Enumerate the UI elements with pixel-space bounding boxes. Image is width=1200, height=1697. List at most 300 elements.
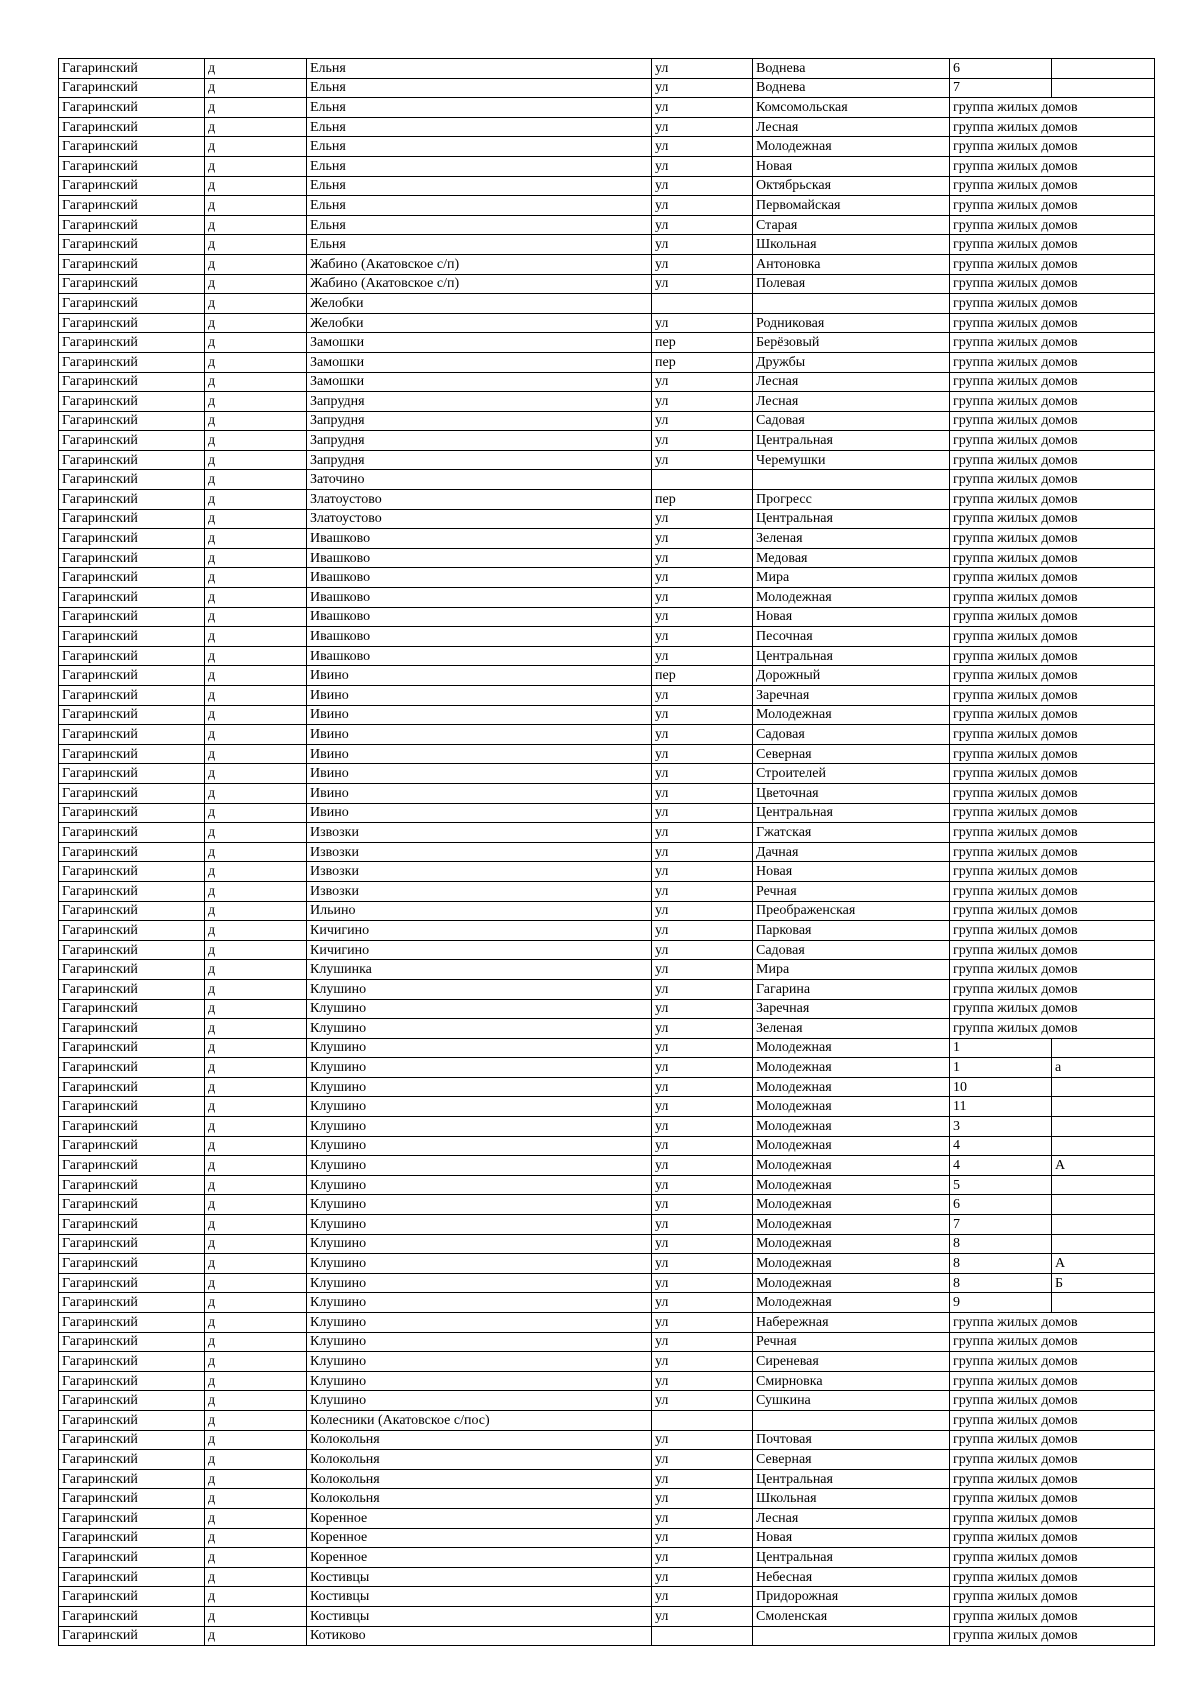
settlement-type-cell: д: [205, 431, 307, 451]
street-type-cell: ул: [652, 117, 753, 137]
district-cell: Гагаринский: [59, 490, 205, 510]
street-type-cell: ул: [652, 1489, 753, 1509]
table-row: [59, 176, 1155, 196]
street-cell: Молодежная: [753, 1038, 950, 1058]
street-cell: Речная: [753, 1332, 950, 1352]
district-cell: Гагаринский: [59, 156, 205, 176]
street-type-cell: ул: [652, 1371, 753, 1391]
settlement-cell: Ивино: [307, 725, 652, 745]
street-cell: Садовая: [753, 725, 950, 745]
settlement-cell: Клушино: [307, 1215, 652, 1235]
house-cell: группа жилых домов: [950, 725, 1155, 745]
settlement-type-cell: д: [205, 98, 307, 118]
street-cell: [753, 1626, 950, 1646]
street-type-cell: ул: [652, 1117, 753, 1137]
settlement-type-cell: д: [205, 411, 307, 431]
street-cell: Центральная: [753, 509, 950, 529]
street-cell: Молодежная: [753, 705, 950, 725]
settlement-cell: Коренное: [307, 1548, 652, 1568]
settlement-cell: Костивцы: [307, 1587, 652, 1607]
street-type-cell: ул: [652, 274, 753, 294]
settlement-cell: Ельня: [307, 117, 652, 137]
district-cell: Гагаринский: [59, 196, 205, 216]
settlement-type-cell: д: [205, 156, 307, 176]
settlement-type-cell: д: [205, 686, 307, 706]
house-cell: 10: [950, 1077, 1052, 1097]
street-cell: Центральная: [753, 1469, 950, 1489]
district-cell: Гагаринский: [59, 333, 205, 353]
house-cell: 7: [950, 78, 1052, 98]
settlement-cell: Клушино: [307, 1038, 652, 1058]
house-cell: группа жилых домов: [950, 372, 1155, 392]
district-cell: Гагаринский: [59, 803, 205, 823]
house-cell: 6: [950, 59, 1052, 79]
street-cell: Лесная: [753, 117, 950, 137]
settlement-cell: Костивцы: [307, 1606, 652, 1626]
settlement-type-cell: д: [205, 215, 307, 235]
settlement-type-cell: д: [205, 862, 307, 882]
settlement-cell: Ивино: [307, 764, 652, 784]
settlement-cell: Костивцы: [307, 1567, 652, 1587]
settlement-type-cell: д: [205, 960, 307, 980]
settlement-cell: Ельня: [307, 196, 652, 216]
house-cell: группа жилых домов: [950, 215, 1155, 235]
district-cell: Гагаринский: [59, 1587, 205, 1607]
house-cell: группа жилых домов: [950, 1528, 1155, 1548]
house-cell: группа жилых домов: [950, 1469, 1155, 1489]
settlement-type-cell: д: [205, 901, 307, 921]
district-cell: Гагаринский: [59, 1410, 205, 1430]
settlement-type-cell: д: [205, 450, 307, 470]
street-type-cell: ул: [652, 313, 753, 333]
table-row: [59, 137, 1155, 157]
street-type-cell: ул: [652, 881, 753, 901]
street-cell: Центральная: [753, 803, 950, 823]
settlement-cell: Ельня: [307, 235, 652, 255]
house-cell: группа жилых домов: [950, 1332, 1155, 1352]
street-cell: Молодежная: [753, 1058, 950, 1078]
street-type-cell: ул: [652, 215, 753, 235]
settlement-type-cell: д: [205, 764, 307, 784]
house-cell: группа жилых домов: [950, 842, 1155, 862]
house-cell: группа жилых домов: [950, 705, 1155, 725]
house-cell: группа жилых домов: [950, 568, 1155, 588]
settlement-cell: Ивино: [307, 666, 652, 686]
street-type-cell: ул: [652, 529, 753, 549]
settlement-type-cell: д: [205, 59, 307, 79]
settlement-type-cell: д: [205, 235, 307, 255]
settlement-type-cell: д: [205, 1332, 307, 1352]
address-table-body: [59, 59, 1155, 1646]
street-cell: Лесная: [753, 1508, 950, 1528]
settlement-type-cell: д: [205, 1097, 307, 1117]
street-type-cell: ул: [652, 1391, 753, 1411]
table-row: [59, 1293, 1155, 1313]
street-cell: Гжатская: [753, 823, 950, 843]
district-cell: Гагаринский: [59, 1567, 205, 1587]
district-cell: Гагаринский: [59, 1626, 205, 1646]
street-cell: Центральная: [753, 646, 950, 666]
street-cell: Цветочная: [753, 783, 950, 803]
street-type-cell: ул: [652, 1019, 753, 1039]
settlement-cell: Жабино (Акатовское с/п): [307, 274, 652, 294]
settlement-type-cell: д: [205, 803, 307, 823]
house-cell: группа жилых домов: [950, 627, 1155, 647]
street-cell: Центральная: [753, 431, 950, 451]
district-cell: Гагаринский: [59, 1332, 205, 1352]
district-cell: Гагаринский: [59, 372, 205, 392]
street-type-cell: ул: [652, 1038, 753, 1058]
table-row: [59, 881, 1155, 901]
district-cell: Гагаринский: [59, 646, 205, 666]
settlement-type-cell: д: [205, 333, 307, 353]
street-cell: Сушкина: [753, 1391, 950, 1411]
table-row: [59, 568, 1155, 588]
settlement-cell: Клушино: [307, 1175, 652, 1195]
settlement-type-cell: д: [205, 666, 307, 686]
street-type-cell: ул: [652, 627, 753, 647]
house-cell: группа жилых домов: [950, 646, 1155, 666]
district-cell: Гагаринский: [59, 1097, 205, 1117]
table-row: [59, 1391, 1155, 1411]
table-row: [59, 1136, 1155, 1156]
district-cell: Гагаринский: [59, 470, 205, 490]
street-cell: Строителей: [753, 764, 950, 784]
street-type-cell: ул: [652, 235, 753, 255]
settlement-cell: Ивашково: [307, 568, 652, 588]
settlement-cell: Замошки: [307, 333, 652, 353]
house-cell: группа жилых домов: [950, 548, 1155, 568]
house-cell: группа жилых домов: [950, 450, 1155, 470]
house-cell: группа жилых домов: [950, 1371, 1155, 1391]
street-type-cell: ул: [652, 1156, 753, 1176]
street-cell: Молодежная: [753, 1293, 950, 1313]
house-cell: 11: [950, 1097, 1052, 1117]
street-cell: Садовая: [753, 411, 950, 431]
house-cell: группа жилых домов: [950, 1391, 1155, 1411]
settlement-cell: Извозки: [307, 881, 652, 901]
house-suffix-cell: [1052, 1097, 1155, 1117]
street-type-cell: ул: [652, 960, 753, 980]
street-cell: Родниковая: [753, 313, 950, 333]
district-cell: Гагаринский: [59, 1430, 205, 1450]
table-row: [59, 1587, 1155, 1607]
street-cell: [753, 1410, 950, 1430]
street-cell: Молодежная: [753, 1175, 950, 1195]
table-row: [59, 705, 1155, 725]
street-type-cell: ул: [652, 78, 753, 98]
house-cell: группа жилых домов: [950, 607, 1155, 627]
settlement-type-cell: д: [205, 392, 307, 412]
district-cell: Гагаринский: [59, 764, 205, 784]
table-row: [59, 588, 1155, 608]
settlement-cell: Колокольня: [307, 1450, 652, 1470]
district-cell: Гагаринский: [59, 588, 205, 608]
settlement-cell: Клушино: [307, 1117, 652, 1137]
street-cell: Новая: [753, 862, 950, 882]
district-cell: Гагаринский: [59, 725, 205, 745]
street-cell: Медовая: [753, 548, 950, 568]
table-row: [59, 1332, 1155, 1352]
settlement-cell: Колокольня: [307, 1430, 652, 1450]
house-suffix-cell: [1052, 1215, 1155, 1235]
settlement-type-cell: д: [205, 176, 307, 196]
table-row: [59, 921, 1155, 941]
district-cell: Гагаринский: [59, 627, 205, 647]
table-row: [59, 1156, 1155, 1176]
street-cell: Молодежная: [753, 1077, 950, 1097]
street-type-cell: ул: [652, 431, 753, 451]
table-row: [59, 1410, 1155, 1430]
house-cell: группа жилых домов: [950, 274, 1155, 294]
street-cell: Воднева: [753, 78, 950, 98]
table-row: [59, 1606, 1155, 1626]
settlement-cell: Клушино: [307, 1156, 652, 1176]
table-row: [59, 59, 1155, 79]
settlement-type-cell: д: [205, 646, 307, 666]
house-cell: группа жилых домов: [950, 999, 1155, 1019]
street-type-cell: ул: [652, 1273, 753, 1293]
table-row: [59, 940, 1155, 960]
street-cell: Сиреневая: [753, 1352, 950, 1372]
house-cell: группа жилых домов: [950, 117, 1155, 137]
district-cell: Гагаринский: [59, 1293, 205, 1313]
street-cell: Речная: [753, 881, 950, 901]
table-row: [59, 548, 1155, 568]
table-row: [59, 1489, 1155, 1509]
settlement-type-cell: д: [205, 1117, 307, 1137]
house-cell: группа жилых домов: [950, 392, 1155, 412]
settlement-cell: Заточино: [307, 470, 652, 490]
street-type-cell: ул: [652, 1215, 753, 1235]
table-row: [59, 842, 1155, 862]
settlement-cell: Ивашково: [307, 529, 652, 549]
settlement-type-cell: д: [205, 1175, 307, 1195]
house-cell: группа жилых домов: [950, 979, 1155, 999]
settlement-type-cell: д: [205, 1626, 307, 1646]
street-type-cell: ул: [652, 1175, 753, 1195]
settlement-cell: Запрудня: [307, 392, 652, 412]
table-row: [59, 156, 1155, 176]
house-suffix-cell: [1052, 1195, 1155, 1215]
street-type-cell: ул: [652, 764, 753, 784]
table-row: [59, 1058, 1155, 1078]
district-cell: Гагаринский: [59, 1273, 205, 1293]
district-cell: Гагаринский: [59, 1489, 205, 1509]
table-row: [59, 431, 1155, 451]
settlement-type-cell: д: [205, 881, 307, 901]
settlement-cell: Клушино: [307, 1293, 652, 1313]
settlement-cell: Коренное: [307, 1528, 652, 1548]
district-cell: Гагаринский: [59, 1136, 205, 1156]
table-row: [59, 1117, 1155, 1137]
house-cell: группа жилых домов: [950, 666, 1155, 686]
table-row: [59, 862, 1155, 882]
street-type-cell: ул: [652, 803, 753, 823]
street-cell: Прогресс: [753, 490, 950, 510]
district-cell: Гагаринский: [59, 960, 205, 980]
house-cell: группа жилых домов: [950, 313, 1155, 333]
table-row: [59, 666, 1155, 686]
street-cell: Молодежная: [753, 137, 950, 157]
street-type-cell: ул: [652, 705, 753, 725]
street-cell: Молодежная: [753, 1273, 950, 1293]
table-row: [59, 1175, 1155, 1195]
street-type-cell: пер: [652, 490, 753, 510]
settlement-cell: Златоустово: [307, 509, 652, 529]
street-cell: Придорожная: [753, 1587, 950, 1607]
settlement-cell: Колокольня: [307, 1469, 652, 1489]
house-cell: 5: [950, 1175, 1052, 1195]
house-suffix-cell: [1052, 1175, 1155, 1195]
street-type-cell: ул: [652, 1313, 753, 1333]
street-type-cell: ул: [652, 1606, 753, 1626]
house-cell: группа жилых домов: [950, 470, 1155, 490]
street-cell: Небесная: [753, 1567, 950, 1587]
street-cell: Зеленая: [753, 529, 950, 549]
street-type-cell: ул: [652, 1528, 753, 1548]
street-cell: Почтовая: [753, 1430, 950, 1450]
house-cell: 9: [950, 1293, 1052, 1313]
street-type-cell: ул: [652, 1469, 753, 1489]
settlement-cell: Запрудня: [307, 450, 652, 470]
district-cell: Гагаринский: [59, 1175, 205, 1195]
table-row: [59, 1254, 1155, 1274]
street-type-cell: ул: [652, 901, 753, 921]
street-type-cell: ул: [652, 921, 753, 941]
settlement-type-cell: д: [205, 1058, 307, 1078]
settlement-type-cell: д: [205, 783, 307, 803]
house-cell: группа жилых домов: [950, 98, 1155, 118]
district-cell: Гагаринский: [59, 529, 205, 549]
table-row: [59, 313, 1155, 333]
table-row: [59, 215, 1155, 235]
table-row: [59, 196, 1155, 216]
settlement-type-cell: д: [205, 117, 307, 137]
settlement-type-cell: д: [205, 725, 307, 745]
house-cell: группа жилых домов: [950, 881, 1155, 901]
street-cell: Северная: [753, 1450, 950, 1470]
house-cell: группа жилых домов: [950, 803, 1155, 823]
street-type-cell: ул: [652, 1097, 753, 1117]
settlement-type-cell: д: [205, 823, 307, 843]
table-row: [59, 1195, 1155, 1215]
settlement-cell: Клушино: [307, 1195, 652, 1215]
settlement-cell: Коренное: [307, 1508, 652, 1528]
street-cell: Дорожный: [753, 666, 950, 686]
house-cell: 8: [950, 1273, 1052, 1293]
settlement-cell: Клушино: [307, 1019, 652, 1039]
settlement-cell: Клушино: [307, 1371, 652, 1391]
settlement-type-cell: д: [205, 1293, 307, 1313]
settlement-type-cell: д: [205, 1077, 307, 1097]
district-cell: Гагаринский: [59, 666, 205, 686]
district-cell: Гагаринский: [59, 842, 205, 862]
district-cell: Гагаринский: [59, 1606, 205, 1626]
street-type-cell: ул: [652, 1058, 753, 1078]
house-cell: 4: [950, 1156, 1052, 1176]
district-cell: Гагаринский: [59, 1254, 205, 1274]
settlement-cell: Клушино: [307, 1391, 652, 1411]
table-row: [59, 274, 1155, 294]
table-row: [59, 979, 1155, 999]
settlement-type-cell: д: [205, 548, 307, 568]
settlement-cell: Запрудня: [307, 431, 652, 451]
house-cell: 1: [950, 1038, 1052, 1058]
district-cell: Гагаринский: [59, 392, 205, 412]
street-cell: Комсомольская: [753, 98, 950, 118]
district-cell: Гагаринский: [59, 1352, 205, 1372]
table-row: [59, 725, 1155, 745]
street-cell: Молодежная: [753, 1195, 950, 1215]
house-cell: группа жилых домов: [950, 862, 1155, 882]
street-cell: [753, 470, 950, 490]
district-cell: Гагаринский: [59, 783, 205, 803]
house-cell: группа жилых домов: [950, 1019, 1155, 1039]
street-cell: Лесная: [753, 392, 950, 412]
district-cell: Гагаринский: [59, 1058, 205, 1078]
street-cell: Черемушки: [753, 450, 950, 470]
settlement-cell: Ивашково: [307, 548, 652, 568]
settlement-type-cell: д: [205, 1528, 307, 1548]
settlement-cell: Извозки: [307, 823, 652, 843]
table-row: [59, 117, 1155, 137]
settlement-cell: Клушинка: [307, 960, 652, 980]
street-type-cell: ул: [652, 725, 753, 745]
district-cell: Гагаринский: [59, 744, 205, 764]
house-cell: группа жилых домов: [950, 1313, 1155, 1333]
house-cell: группа жилых домов: [950, 333, 1155, 353]
table-row: [59, 529, 1155, 549]
house-cell: группа жилых домов: [950, 1626, 1155, 1646]
settlement-type-cell: д: [205, 137, 307, 157]
settlement-type-cell: д: [205, 842, 307, 862]
district-cell: Гагаринский: [59, 901, 205, 921]
settlement-cell: Клушино: [307, 1273, 652, 1293]
settlement-type-cell: д: [205, 627, 307, 647]
house-cell: группа жилых домов: [950, 411, 1155, 431]
district-cell: Гагаринский: [59, 1391, 205, 1411]
table-row: [59, 1352, 1155, 1372]
district-cell: Гагаринский: [59, 98, 205, 118]
table-row: [59, 470, 1155, 490]
settlement-type-cell: д: [205, 254, 307, 274]
house-cell: 7: [950, 1215, 1052, 1235]
street-cell: Смирновка: [753, 1371, 950, 1391]
street-type-cell: ул: [652, 686, 753, 706]
table-row: [59, 1371, 1155, 1391]
settlement-type-cell: д: [205, 1548, 307, 1568]
street-cell: Центральная: [753, 1548, 950, 1568]
district-cell: Гагаринский: [59, 450, 205, 470]
settlement-cell: Клушино: [307, 1332, 652, 1352]
street-type-cell: ул: [652, 1567, 753, 1587]
house-suffix-cell: [1052, 1234, 1155, 1254]
settlement-type-cell: д: [205, 1567, 307, 1587]
table-row: [59, 627, 1155, 647]
table-row: [59, 744, 1155, 764]
street-type-cell: ул: [652, 509, 753, 529]
district-cell: Гагаринский: [59, 1077, 205, 1097]
house-suffix-cell: А: [1052, 1156, 1155, 1176]
street-cell: Новая: [753, 1528, 950, 1548]
settlement-cell: Ивашково: [307, 588, 652, 608]
district-cell: Гагаринский: [59, 979, 205, 999]
table-row: [59, 1077, 1155, 1097]
street-cell: Заречная: [753, 999, 950, 1019]
settlement-type-cell: д: [205, 1587, 307, 1607]
settlement-cell: Ельня: [307, 98, 652, 118]
